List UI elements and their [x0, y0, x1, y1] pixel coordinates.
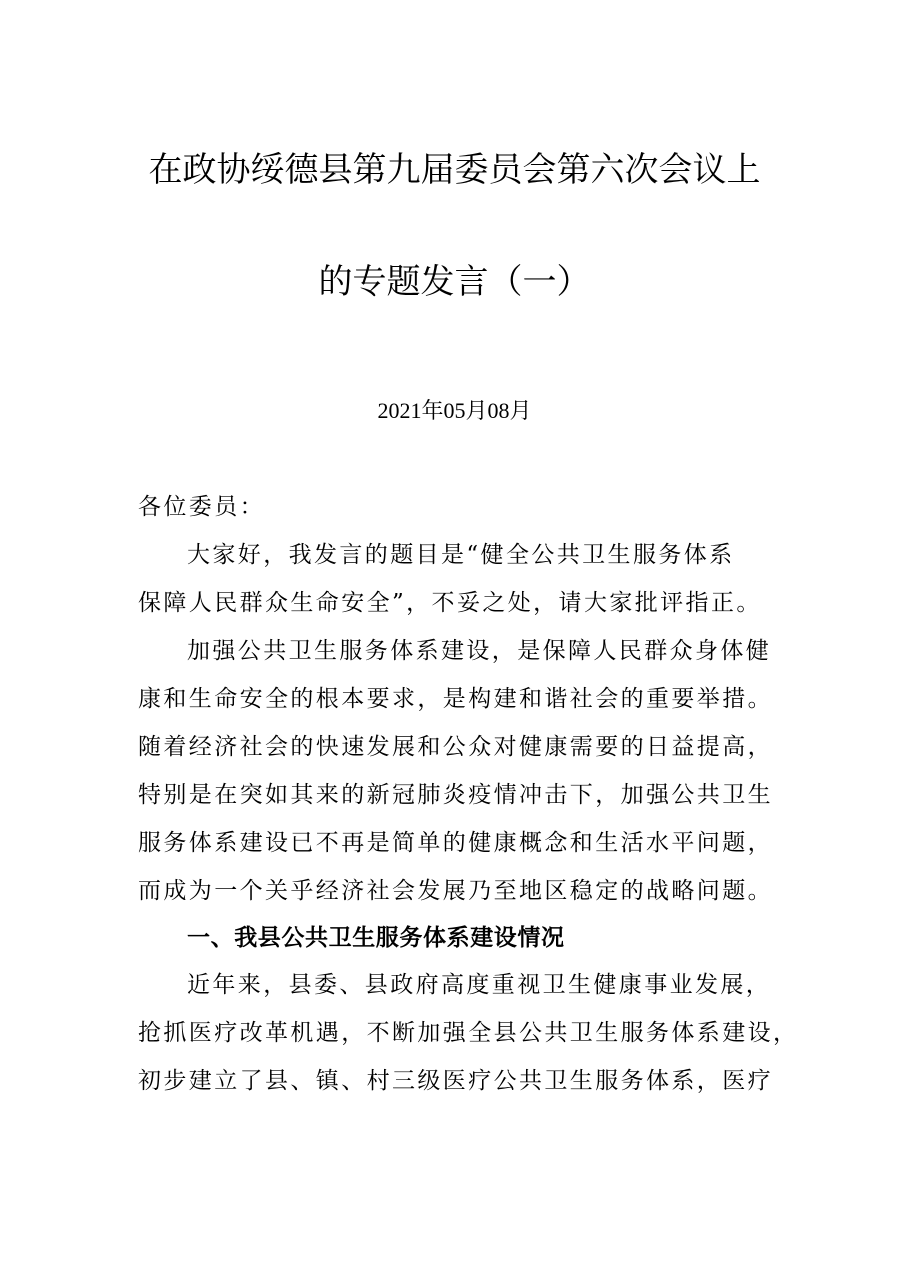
paragraph-3-line-1: 近年来，县委、县政府高度重视卫生健康事业发展，	[187, 972, 772, 998]
paragraph-2-line-6: 而成为一个关乎经济社会发展乃至地区稳定的战略问题。	[138, 878, 773, 904]
section-1-heading: 一、我县公共卫生服务体系建设情况	[187, 925, 565, 951]
paragraph-3-line-3: 初步建立了县、镇、村三级医疗公共卫生服务体系，医疗	[138, 1068, 773, 1094]
document-date: 2021年05月08月	[377, 398, 532, 423]
paragraph-2-line-4: 特别是在突如其来的新冠肺炎疫情冲击下，加强公共卫生	[138, 782, 773, 808]
document-title-line-1: 在政协绥德县第九届委员会第六次会议上	[148, 150, 761, 190]
paragraph-1-line-1: 大家好，我发言的题目是“健全公共卫生服务体系	[187, 542, 735, 568]
paragraph-2-line-3: 随着经济社会的快速发展和公众对健康需要的日益提高，	[138, 734, 773, 760]
salutation: 各位委员：	[138, 494, 265, 520]
paragraph-2-line-1: 加强公共卫生服务体系建设，是保障人民群众身体健	[187, 638, 772, 664]
paragraph-2-line-2: 康和生命安全的根本要求，是构建和谐社会的重要举措。	[138, 686, 773, 712]
paragraph-3-line-2: 抢抓医疗改革机遇，不断加强全县公共卫生服务体系建设，	[138, 1020, 799, 1046]
paragraph-1-line-2: 保障人民群众生命安全”，不妥之处，请大家批评指正。	[138, 590, 762, 616]
document-title-line-2: 的专题发言（一）	[318, 262, 591, 302]
paragraph-2-line-5: 服务体系建设已不再是简单的健康概念和生活水平问题，	[138, 830, 773, 856]
